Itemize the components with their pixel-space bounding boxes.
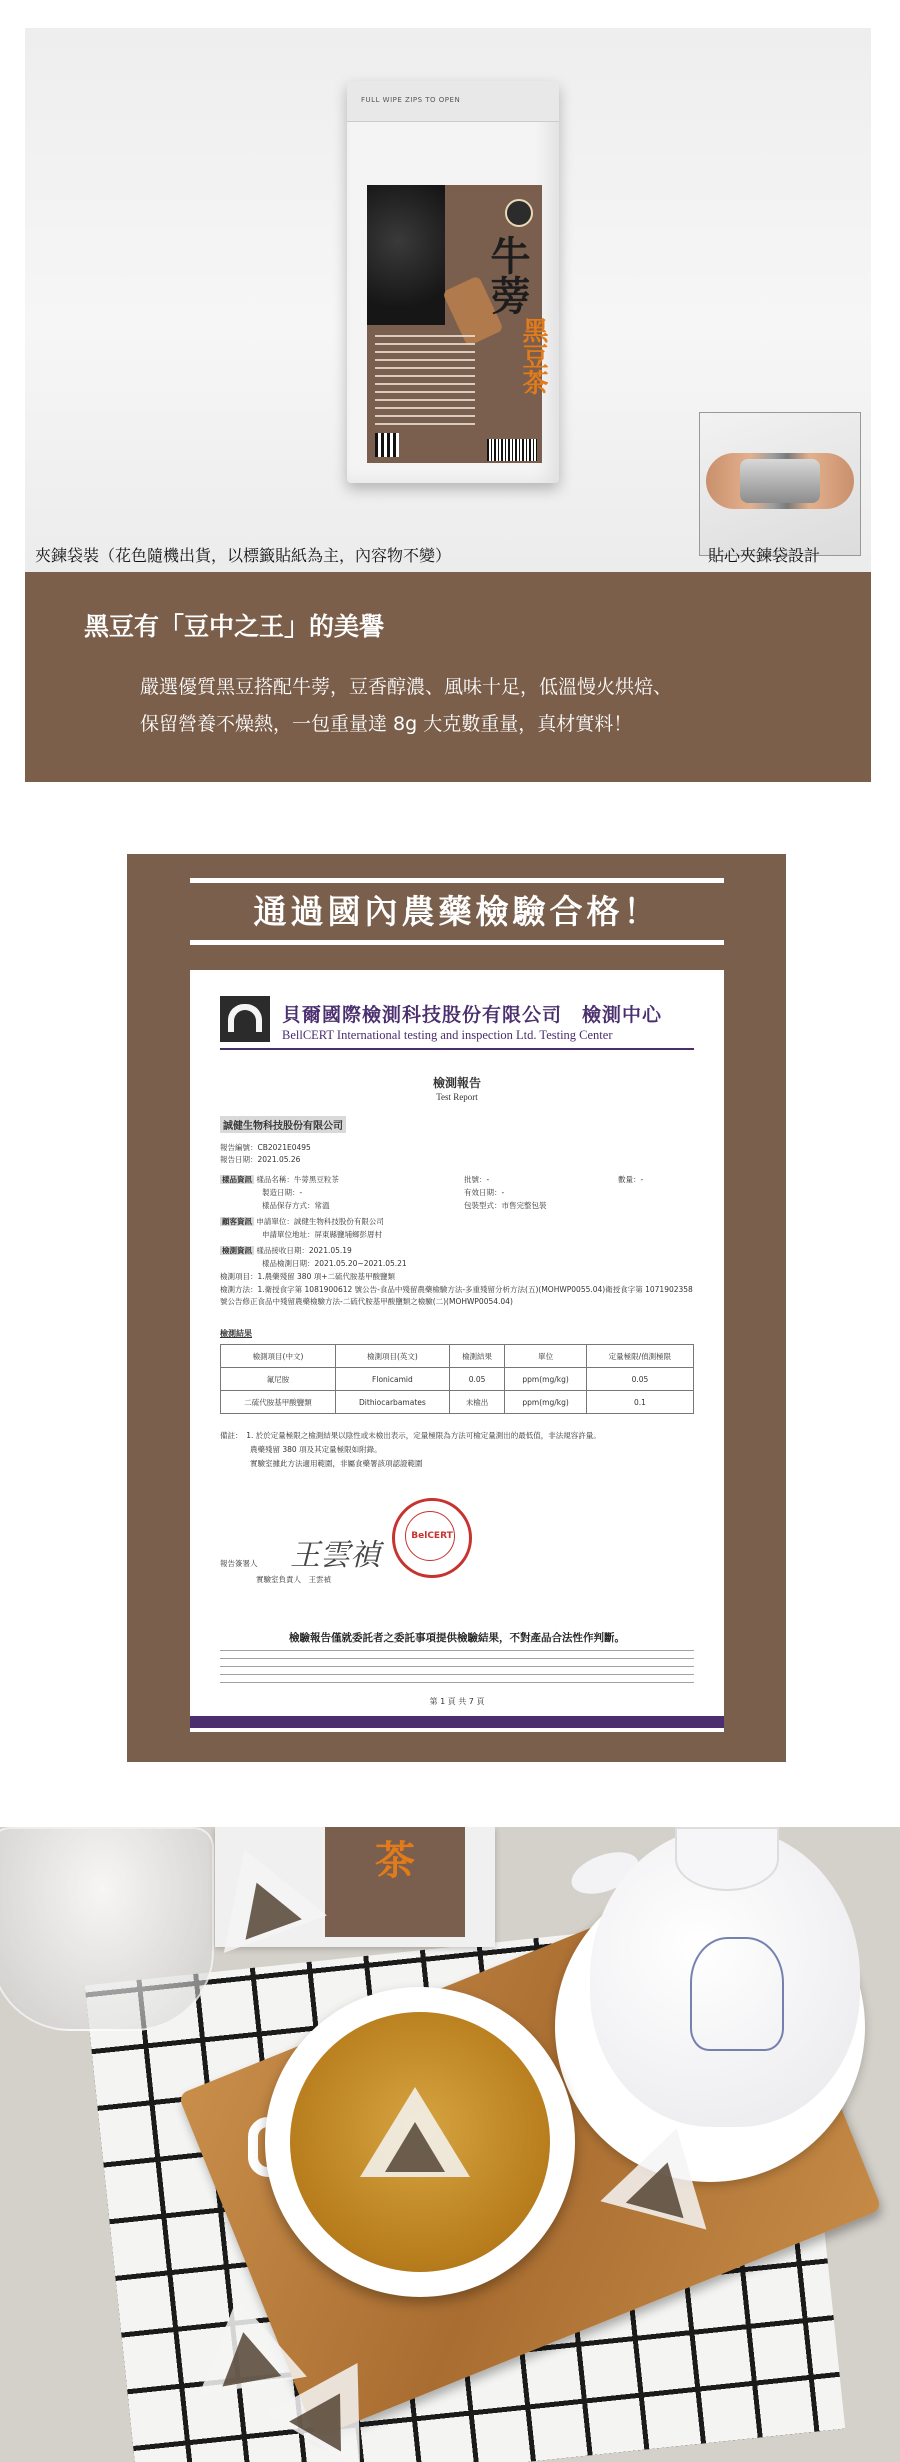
table-cell: 未檢出 xyxy=(449,1391,505,1414)
bag-character: 茶 xyxy=(375,1837,415,1884)
table-row xyxy=(221,1368,694,1391)
table-cell: Dithiocarbamates xyxy=(336,1391,450,1414)
intro-body xyxy=(140,669,840,743)
teapot-decoration xyxy=(690,1937,784,2051)
bag-label xyxy=(367,185,548,463)
table-cell: 氟尼胺 xyxy=(221,1368,336,1391)
storage-method: 樣品保存方式：常溫 xyxy=(262,1201,330,1210)
table-cell: ppm(mg/kg) xyxy=(505,1391,587,1414)
company-name-en: BellCERT International testing and inspection Ltd. Testing Center xyxy=(282,1028,613,1042)
results-label: 檢測結果 xyxy=(220,1329,252,1338)
tea-serving-photo xyxy=(0,1827,900,2462)
batch: 批號：- xyxy=(464,1175,490,1184)
table-header-cell: 檢測結果 xyxy=(449,1345,505,1368)
banner-bottom-rule xyxy=(190,940,724,945)
results-table-header xyxy=(221,1345,694,1368)
table-header-cell: 單位 xyxy=(505,1345,587,1368)
table-cell: ppm(mg/kg) xyxy=(505,1368,587,1391)
header-rule xyxy=(220,1048,694,1050)
bag-title-main: 牛蒡 xyxy=(484,235,531,315)
table-header-cell: 檢測項目(中文) xyxy=(221,1345,336,1368)
bag-label-fine-print xyxy=(375,335,475,430)
test-items: 檢測項目：1.農藥殘留 380 項+二硫代胺基甲酸鹽類 xyxy=(220,1272,396,1281)
report-subtitle: Test Report xyxy=(436,1092,478,1102)
pouch-opening xyxy=(740,459,820,503)
white-teapot xyxy=(590,1827,860,2127)
bag-title-sub: 黑豆茶 xyxy=(518,317,548,395)
report-disclaimer: 檢驗報告僅就委託者之委託事項提供檢驗結果，不對產品合法性作判斷。 xyxy=(289,1632,625,1644)
table-cell: Flonicamid xyxy=(336,1368,450,1391)
table-cell: 0.05 xyxy=(449,1368,505,1391)
water-glass xyxy=(0,1827,214,2031)
bag-caption-left: 夾鍊袋裝（花色隨機出貨，以標籤貼紙為主，內容物不變） xyxy=(35,546,452,565)
zipper-bag-detail-photo xyxy=(699,412,861,556)
results-table xyxy=(220,1344,694,1414)
table-cell: 二硫代胺基甲酸鹽類 xyxy=(221,1391,336,1414)
applicant-address: 申請單位地址：屏東縣鹽埔鄉彭厝村 xyxy=(262,1230,382,1239)
manufacture-date: 製造日期：- xyxy=(262,1188,303,1197)
note-line-3: 實驗室據此方法適用範圍，非屬食藥署該項認證範圍 xyxy=(220,1459,423,1468)
product-section xyxy=(25,28,871,572)
table-header-cell: 檢測項目(英文) xyxy=(336,1345,450,1368)
bellcert-logo-icon xyxy=(220,996,270,1042)
company-name-cn: 貝爾國際檢測科技股份有限公司 檢測中心 xyxy=(282,1004,663,1026)
package-type: 包裝型式：市售完整包裝 xyxy=(464,1201,547,1210)
test-info-row: 檢測資訊 樣品接收日期：2021.05.19 xyxy=(222,1246,352,1255)
note-line-2: 農藥殘留 380 項及其定量極限如附錄。 xyxy=(220,1445,382,1454)
seal-text: BelCERT xyxy=(411,1531,453,1541)
client-name: 誠健生物科技股份有限公司 xyxy=(220,1116,346,1133)
bag-caption-right: 貼心夾鍊袋設計 xyxy=(708,546,821,565)
quantity: 數量：- xyxy=(618,1175,644,1184)
intro-body-line-2: 保留營養不燥熱，一包重量達 8g 大克數重量，真材實料！ xyxy=(140,713,633,735)
table-header-cell: 定量極限/偵測極限 xyxy=(586,1345,693,1368)
test-method: 檢測方法：1.衛授食字第 1081900612 號公告-食品中殘留農藥檢驗方法-多重殘留分析方法(五)(MOHWP0055.04)衛授食字第 1071902358 號公告修正食品中殘留農藥檢驗方法-二硫代胺基甲酸鹽類之檢驗(二)(MOHWP0054.04) xyxy=(220,1285,693,1306)
qr-code-icon xyxy=(375,433,399,457)
note-line-1: 備註： 1. 於於定量極限之檢測結果以陰性或未檢出表示，定量極限為方法可檢定量測出的最低值，非法規容許量。 xyxy=(220,1431,601,1440)
bag-seal-text: FULL WIPE ZIPS TO OPEN xyxy=(361,96,461,104)
report-date: 報告日期：2021.05.26 xyxy=(220,1155,301,1164)
table-cell: 0.05 xyxy=(586,1368,693,1391)
brand-logo-icon xyxy=(505,199,533,227)
intro-band xyxy=(25,572,871,782)
intro-body-line-1: 嚴選優質黑豆搭配牛蒡，豆香醇濃、風味十足，低溫慢火烘焙、 xyxy=(140,676,673,698)
black-beans-illustration xyxy=(367,185,445,325)
bag-zipper-seal xyxy=(347,81,559,122)
table-row xyxy=(221,1391,694,1414)
official-seal-stamp xyxy=(392,1498,472,1578)
banner-top-rule xyxy=(190,878,724,883)
page-number: 第 1 頁 共 7 頁 xyxy=(429,1697,485,1706)
expiry-date: 有效日期：- xyxy=(464,1188,505,1197)
test-period: 樣品檢測日期：2021.05.20~2021.05.21 xyxy=(262,1259,407,1268)
product-bag-image xyxy=(347,81,559,483)
customer-info-row: 顧客資訊 申請單位：誠健生物科技股份有限公司 xyxy=(222,1217,384,1226)
barcode-icon xyxy=(487,439,537,461)
intro-heading: 黑豆有「豆中之王」的美譽 xyxy=(84,612,385,641)
report-title: 檢測報告 xyxy=(432,1076,481,1090)
table-cell: 0.1 xyxy=(586,1391,693,1414)
handwritten-signature: 王雲禎 xyxy=(290,1538,380,1573)
signer-role: 實驗室負責人 王雲禎 xyxy=(256,1575,331,1584)
sample-info-row: 樣品資訊 樣品名稱：牛蒡黑豆粒茶 xyxy=(222,1175,339,1184)
test-report-document xyxy=(190,970,724,1732)
report-fine-print xyxy=(220,1650,694,1690)
signer-label: 報告簽署人 xyxy=(220,1559,258,1568)
report-number: 報告編號：CB2021E0495 xyxy=(220,1143,311,1152)
teapot-lid xyxy=(675,1827,779,1891)
document-footer-bar xyxy=(190,1716,724,1728)
certificate-banner: 通過國內農藥檢驗合格！ xyxy=(253,892,661,931)
